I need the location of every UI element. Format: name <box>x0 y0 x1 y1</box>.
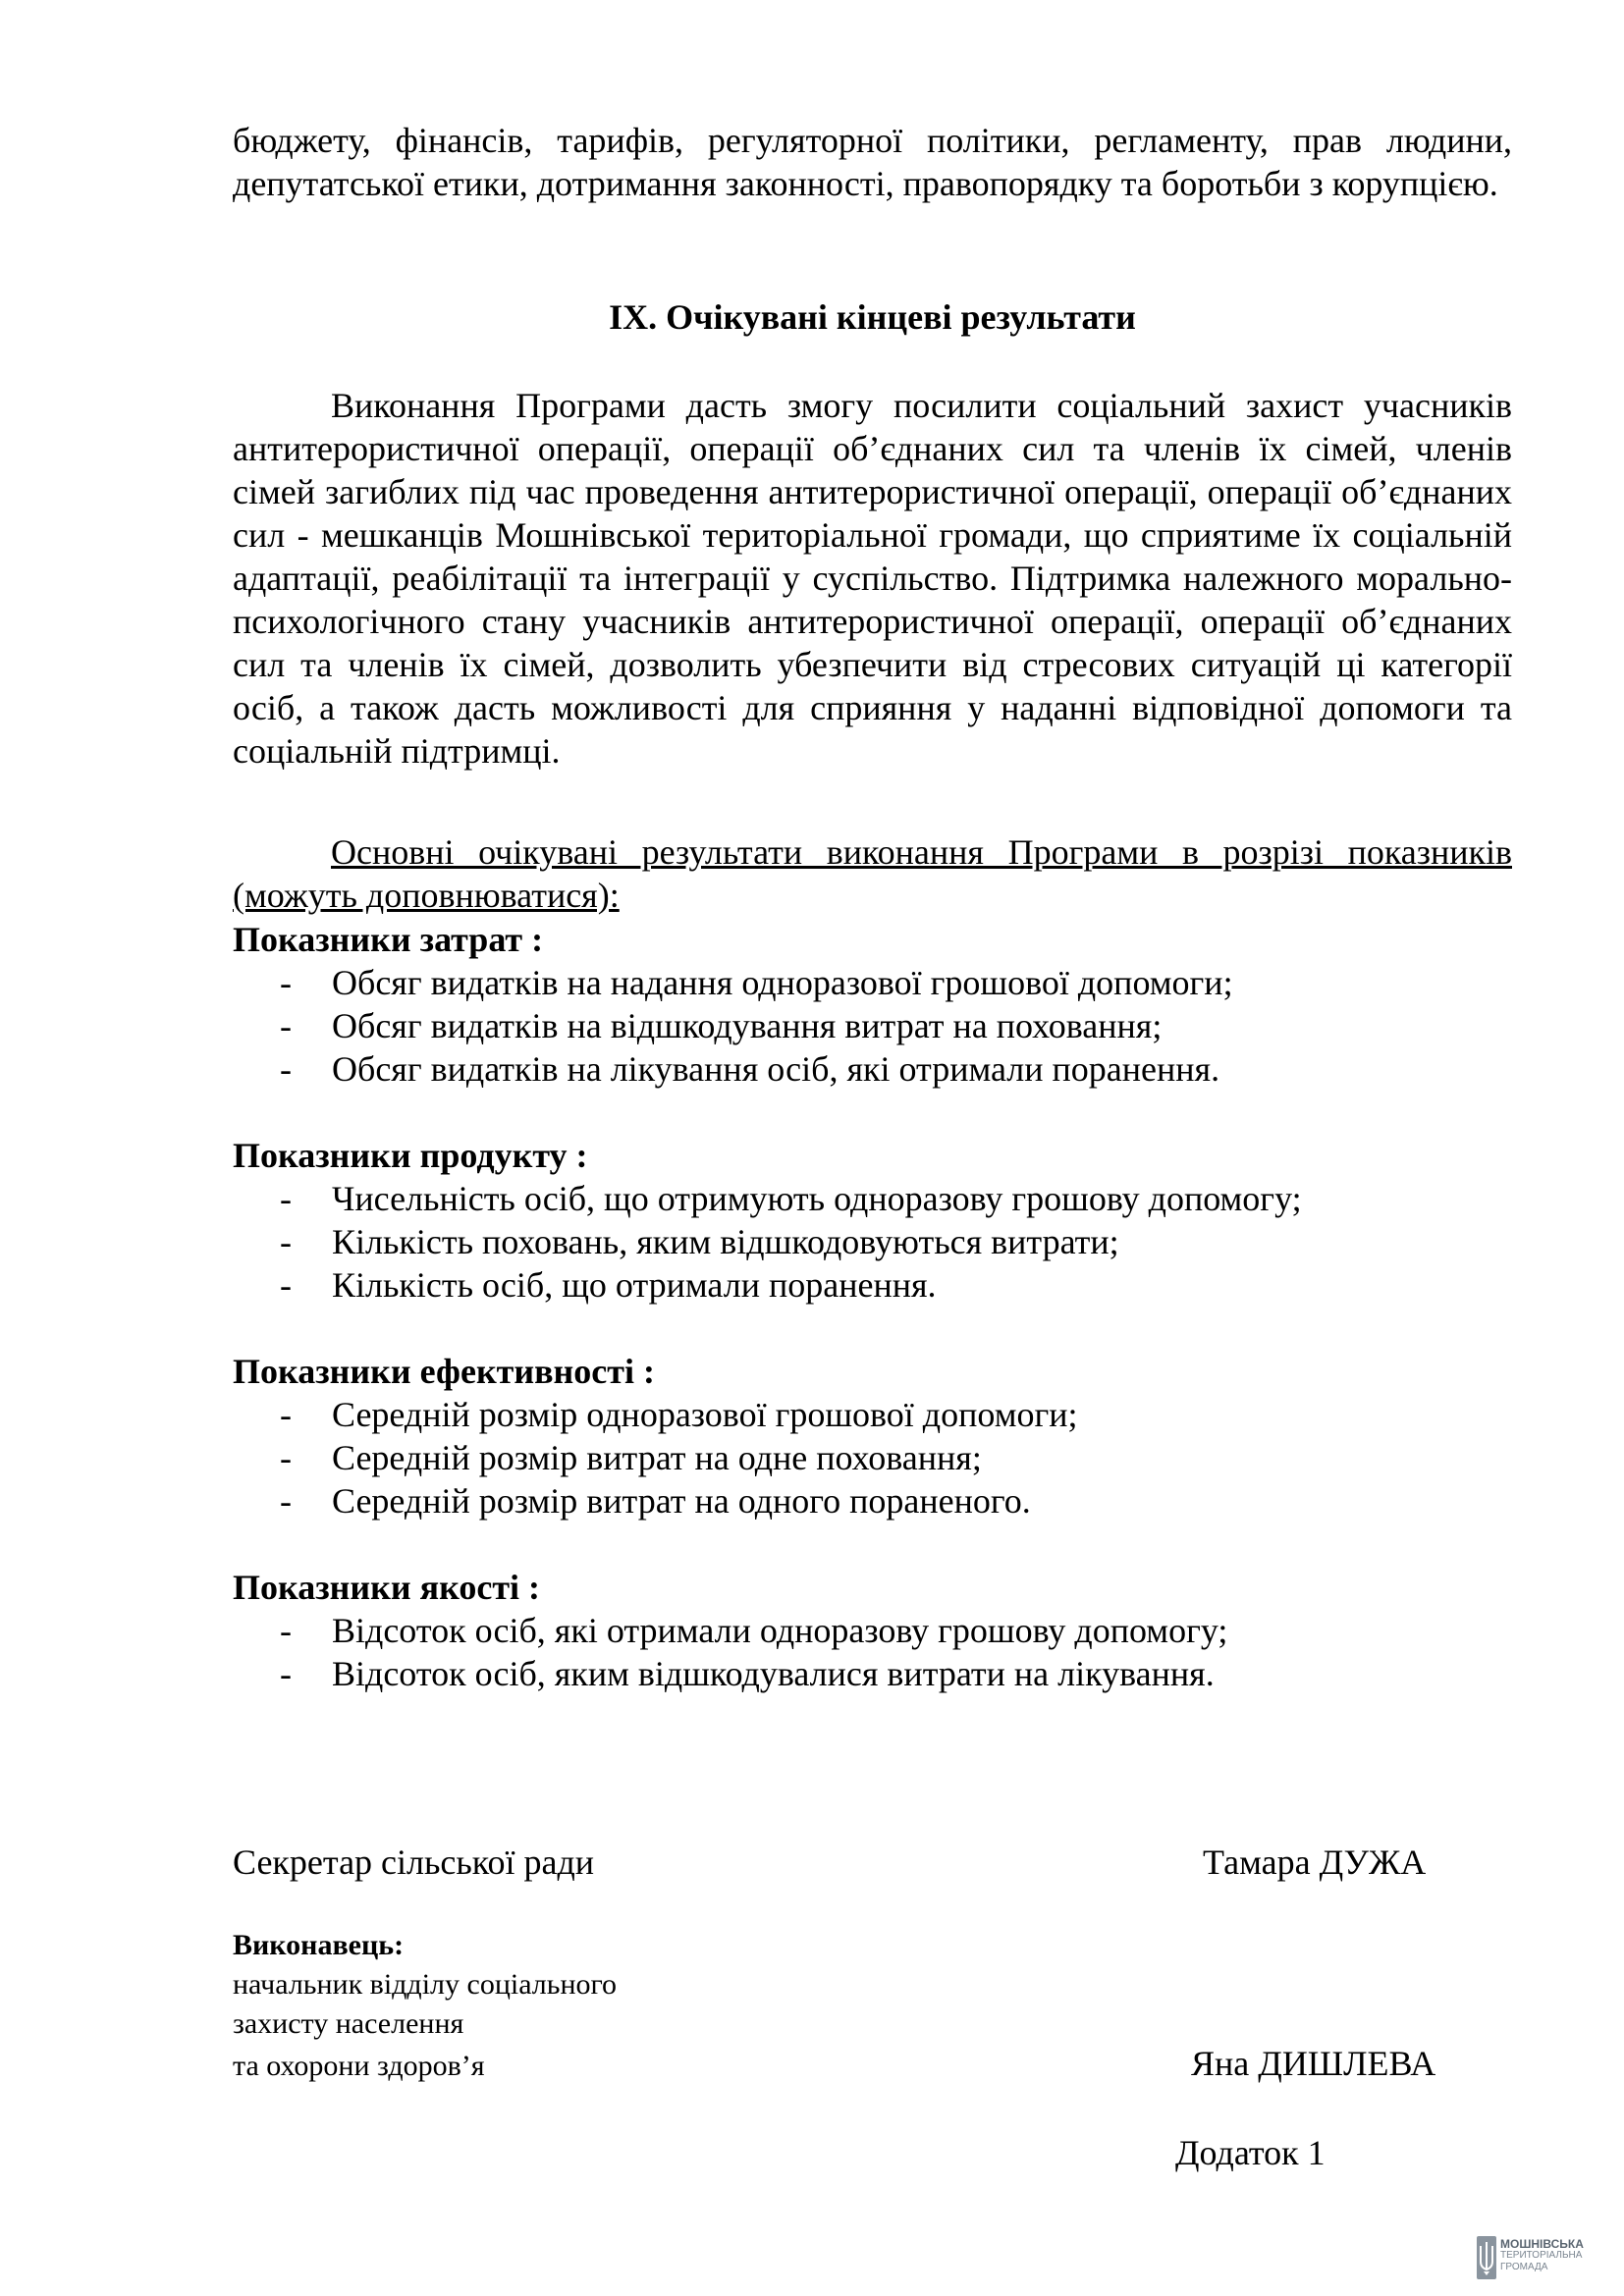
bullet-dash: - <box>280 1438 292 1477</box>
bullet-dash: - <box>280 1654 292 1693</box>
list-item: - Обсяг видатків на надання одноразової грошової допомоги; <box>280 963 1233 1002</box>
list-item: - Кількість осіб, що отримали поранення. <box>280 1265 937 1305</box>
list-item: - Середній розмір витрат на одне поховання; <box>280 1438 982 1477</box>
list-item: - Обсяг видатків на відшкодування витрат на поховання; <box>280 1006 1163 1045</box>
bullet-dash: - <box>280 1179 292 1218</box>
group-list-quality <box>280 1609 1227 1695</box>
group-list-efficiency <box>280 1393 1078 1522</box>
main-paragraph: Виконання Програми дасть змогу посилити соціальний захист учасників антитерористичної операції, операції об’єднаних сил та членів їх сімей, членів сімей загиблих під час проведення антитерористичної операції, операції об’єднаних сил - мешканців Мошнівської територіальної громади, що сприятиме їх соціальній адаптації, реабілітації та інтеграції у суспільство. Підтримка належного морально-психологічного стану учасників антитерористичної операції, операції об’єднаних сил та членів їх сімей, дозволить убезпечити від стресових ситуацій ці категорії осіб, а також дасть можливості для сприяння у наданні відповідної допомоги та соціальній підтримці. <box>233 386 1512 771</box>
bullet-dash: - <box>280 963 292 1002</box>
executor-line-2: захисту населення <box>233 2007 464 2040</box>
section-heading: IX. Очікувані кінцеві результати <box>609 297 1136 337</box>
list-item: - Середній розмір одноразової грошової допомоги; <box>280 1395 1078 1434</box>
bullet-dash: - <box>280 1265 292 1305</box>
trident-icon <box>1477 2236 1496 2279</box>
appendix-label: Додаток 1 <box>1175 2133 1326 2172</box>
intro-paragraph: бюджету, фінансів, тарифів, регуляторної політики, регламенту, прав людини, депутатської етики, дотримання законності, правопорядку та боротьби з корупцією. <box>233 121 1512 203</box>
community-logo <box>1477 2236 1595 2279</box>
executor-name: Яна ДИШЛЕВА <box>1191 2044 1436 2083</box>
list-item: - Чисельність осіб, що отримують одноразову грошову допомогу; <box>280 1179 1302 1218</box>
list-item: - Обсяг видатків на лікування осіб, які отримали поранення. <box>280 1049 1220 1089</box>
group-title-efficiency: Показники ефективності : <box>233 1352 655 1391</box>
bullet-dash: - <box>280 1395 292 1434</box>
executor-label: Виконавець: <box>233 1929 405 1961</box>
group-title-product: Показники продукту : <box>233 1136 588 1175</box>
bullet-dash: - <box>280 1222 292 1261</box>
secretary-position: Секретар сільської ради <box>233 1842 595 1882</box>
bullet-dash: - <box>280 1006 292 1045</box>
executor-line-1: начальник відділу соціального <box>233 1968 618 2001</box>
logo-text: МОШНІВСЬКА ТЕРИТОРІАЛЬНА ГРОМАДА <box>1500 2237 1584 2272</box>
list-item: - Відсоток осіб, які отримали одноразову грошову допомогу; <box>280 1611 1228 1650</box>
bullet-dash: - <box>280 1049 292 1089</box>
bullet-dash: - <box>280 1611 292 1650</box>
group-title-costs: Показники затрат : <box>233 920 544 959</box>
bullet-dash: - <box>280 1481 292 1521</box>
group-list-product <box>280 1177 1302 1307</box>
group-list-costs <box>280 961 1233 1091</box>
list-item: - Відсоток осіб, яким відшкодувалися витрати на лікування. <box>280 1654 1215 1693</box>
list-item: - Кількість поховань, яким відшкодовуються витрати; <box>280 1222 1119 1261</box>
list-item: - Середній розмір витрат на одного пораненого. <box>280 1481 1031 1521</box>
secretary-name: Тамара ДУЖА <box>1203 1842 1427 1882</box>
results-intro: Основні очікувані результати виконання Програми в розрізі показників (можуть доповнюватися): <box>233 832 1512 915</box>
executor-line-3: та охорони здоров’я <box>233 2050 485 2082</box>
group-title-quality: Показники якості : <box>233 1568 541 1607</box>
